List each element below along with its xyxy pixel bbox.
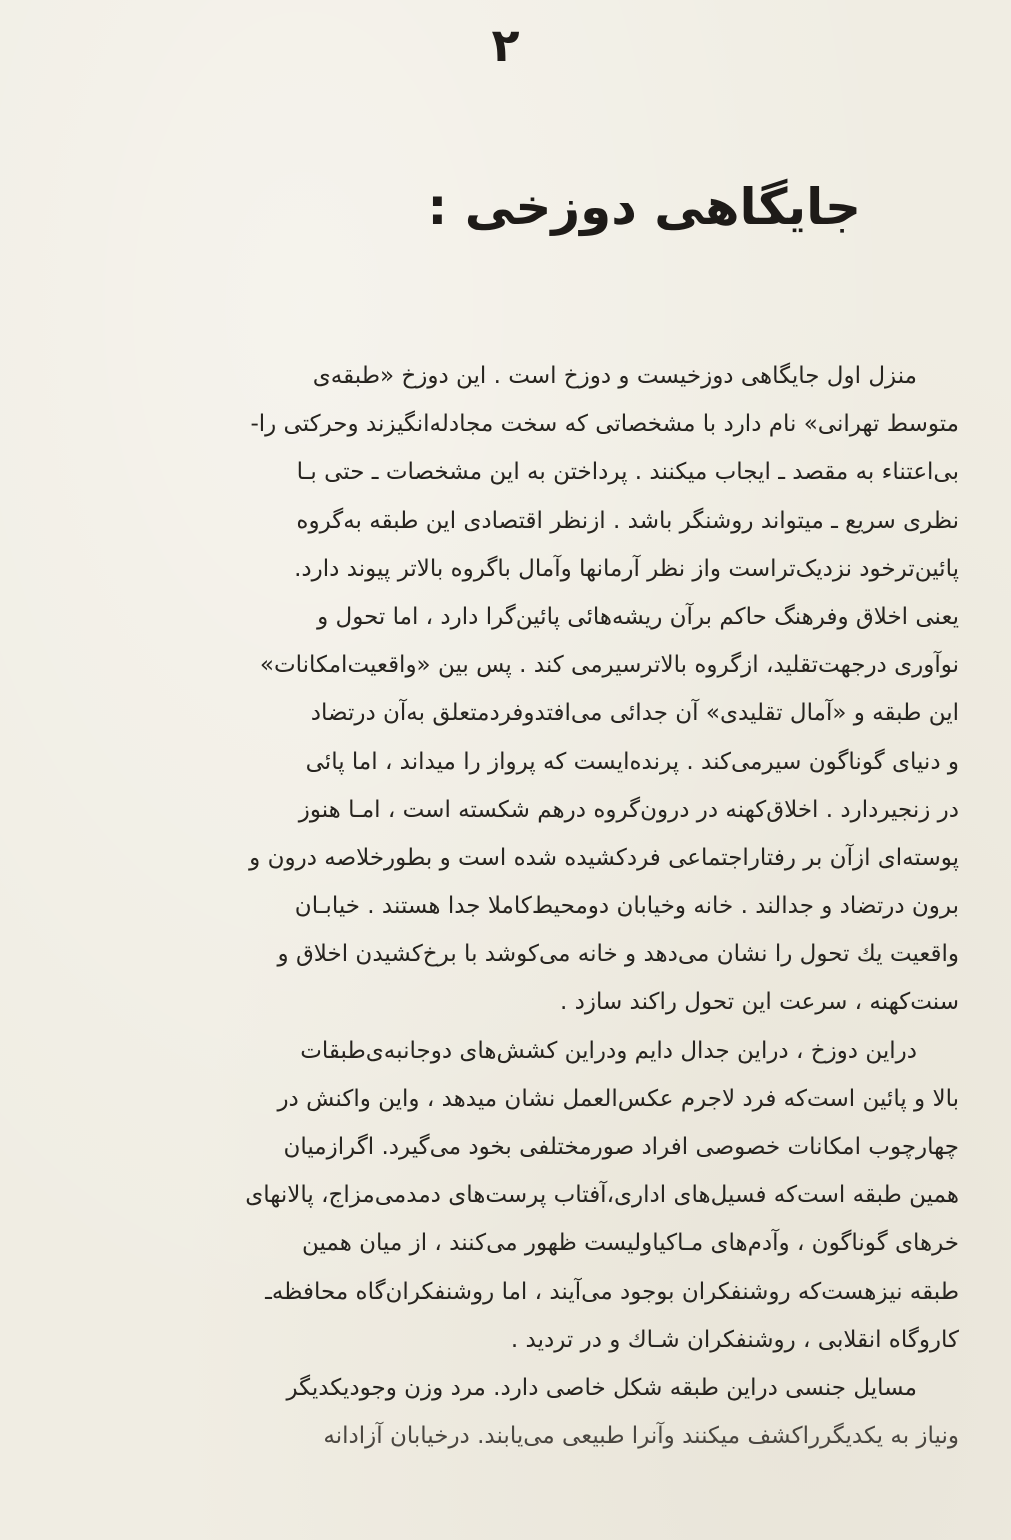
text-line: واقعیت یك تحول را نشان می‌دهد و خانه می‌کوشد با برخ‌کشیدن اخلاق و <box>277 941 959 968</box>
paragraph-3 <box>34 1364 959 1460</box>
text-line: همین طبقه است‌که فسیل‌های اداری،آفتاب پرست‌های دمدمی‌مزاج، پالانهای <box>245 1182 959 1209</box>
paragraph-2 <box>34 1027 959 1364</box>
body-text <box>34 352 959 1460</box>
page-number: ۲ <box>491 18 520 72</box>
text-line: برون درتضاد و جدالند . خانه وخیابان دومحیط‌کاملا جدا هستند . خیابـان <box>294 893 959 920</box>
text-line: منزل اول جایگاهی دوزخیست و دوزخ است . این دوزخ «طبقه‌ی <box>312 363 917 389</box>
text-line: و دنیای گوناگون سیرمی‌کند . پرنده‌ایست که پرواز را میداند ، اما پائی <box>305 748 959 775</box>
text-line: پوسته‌ای ازآن بر رفتاراجتماعی فردکشیده شده است و بطورخلاصه درون و <box>249 844 959 871</box>
text-line: خرهای گوناگون ، وآدم‌های مـاکیاولیست ظهور می‌کنند ، از میان همین <box>301 1230 959 1257</box>
text-line: یعنی اخلاق وفرهنگ حاکم برآن ریشه‌هائی پائین‌گرا دارد ، اما تحول و <box>317 603 959 630</box>
text-line: نوآوری درجهت‌تقلید، ازگروه بالاترسیرمی کند . پس بین «واقعیت‌امکانات» <box>259 652 959 679</box>
text-line: بی‌اعتناء به مقصد ـ ایجاب میکنند . پرداختن به این مشخصات ـ حتی بـا <box>296 459 959 486</box>
text-line: مسایل جنسی دراین طبقه شکل خاصی دارد. مرد وزن وجودیکدیگر <box>286 1374 917 1401</box>
text-line: طبقه نیزهست‌که روشنفکران بوجود می‌آیند ، اما روشنفکران‌گاه محافظه‌ـ <box>265 1278 959 1305</box>
text-line: کاروگاه انقلابی ، روشنفکران شـاك و در تردید . <box>510 1326 959 1353</box>
text-line: پائین‌ترخود نزدیک‌تراست واز نظر آرمانها وآمال باگروه بالاتر پیوند دارد. <box>294 555 959 582</box>
text-line: دراین دوزخ ، دراین جدال دایم ودراین کشش‌های دوجانبه‌ی‌طبقات <box>300 1037 917 1064</box>
text-line: در زنجیردارد . اخلاق‌کهنه در درون‌گروه درهم شکسته است ، امـا هنوز <box>298 796 959 823</box>
text-line: بالا و پائین است‌که فرد لاجرم عکس‌العمل نشان میدهد ، واین واکنش در <box>277 1085 959 1112</box>
text-line: متوسط تهرانی» نام دارد با مشخصاتی که سخت مجادله‌انگیزند وحرکتی را- <box>250 411 959 438</box>
text-line: نظری سریع ـ میتواند روشنگر باشد . ازنظر اقتصادی این طبقه به‌گروه <box>296 507 959 534</box>
text-line: چهارچوب امکانات خصوصی افراد صورمختلفی بخود می‌گیرد. اگرازمیان <box>283 1134 959 1160</box>
chapter-title: جایگاهی دوزخی : <box>427 178 861 236</box>
text-line: این طبقه و «آمال تقلیدی» آن جدائی می‌افتدوفردمتعلق به‌آن درتضاد <box>310 700 959 727</box>
paragraph-1 <box>34 352 959 1027</box>
text-line: سنت‌کهنه ، سرعت این تحول راکند سازد . <box>559 989 959 1016</box>
text-line: ونیاز به یکدیگرراکشف میکنند وآنرا طبیعی می‌یابند. درخیابان آزادانه <box>323 1423 959 1450</box>
